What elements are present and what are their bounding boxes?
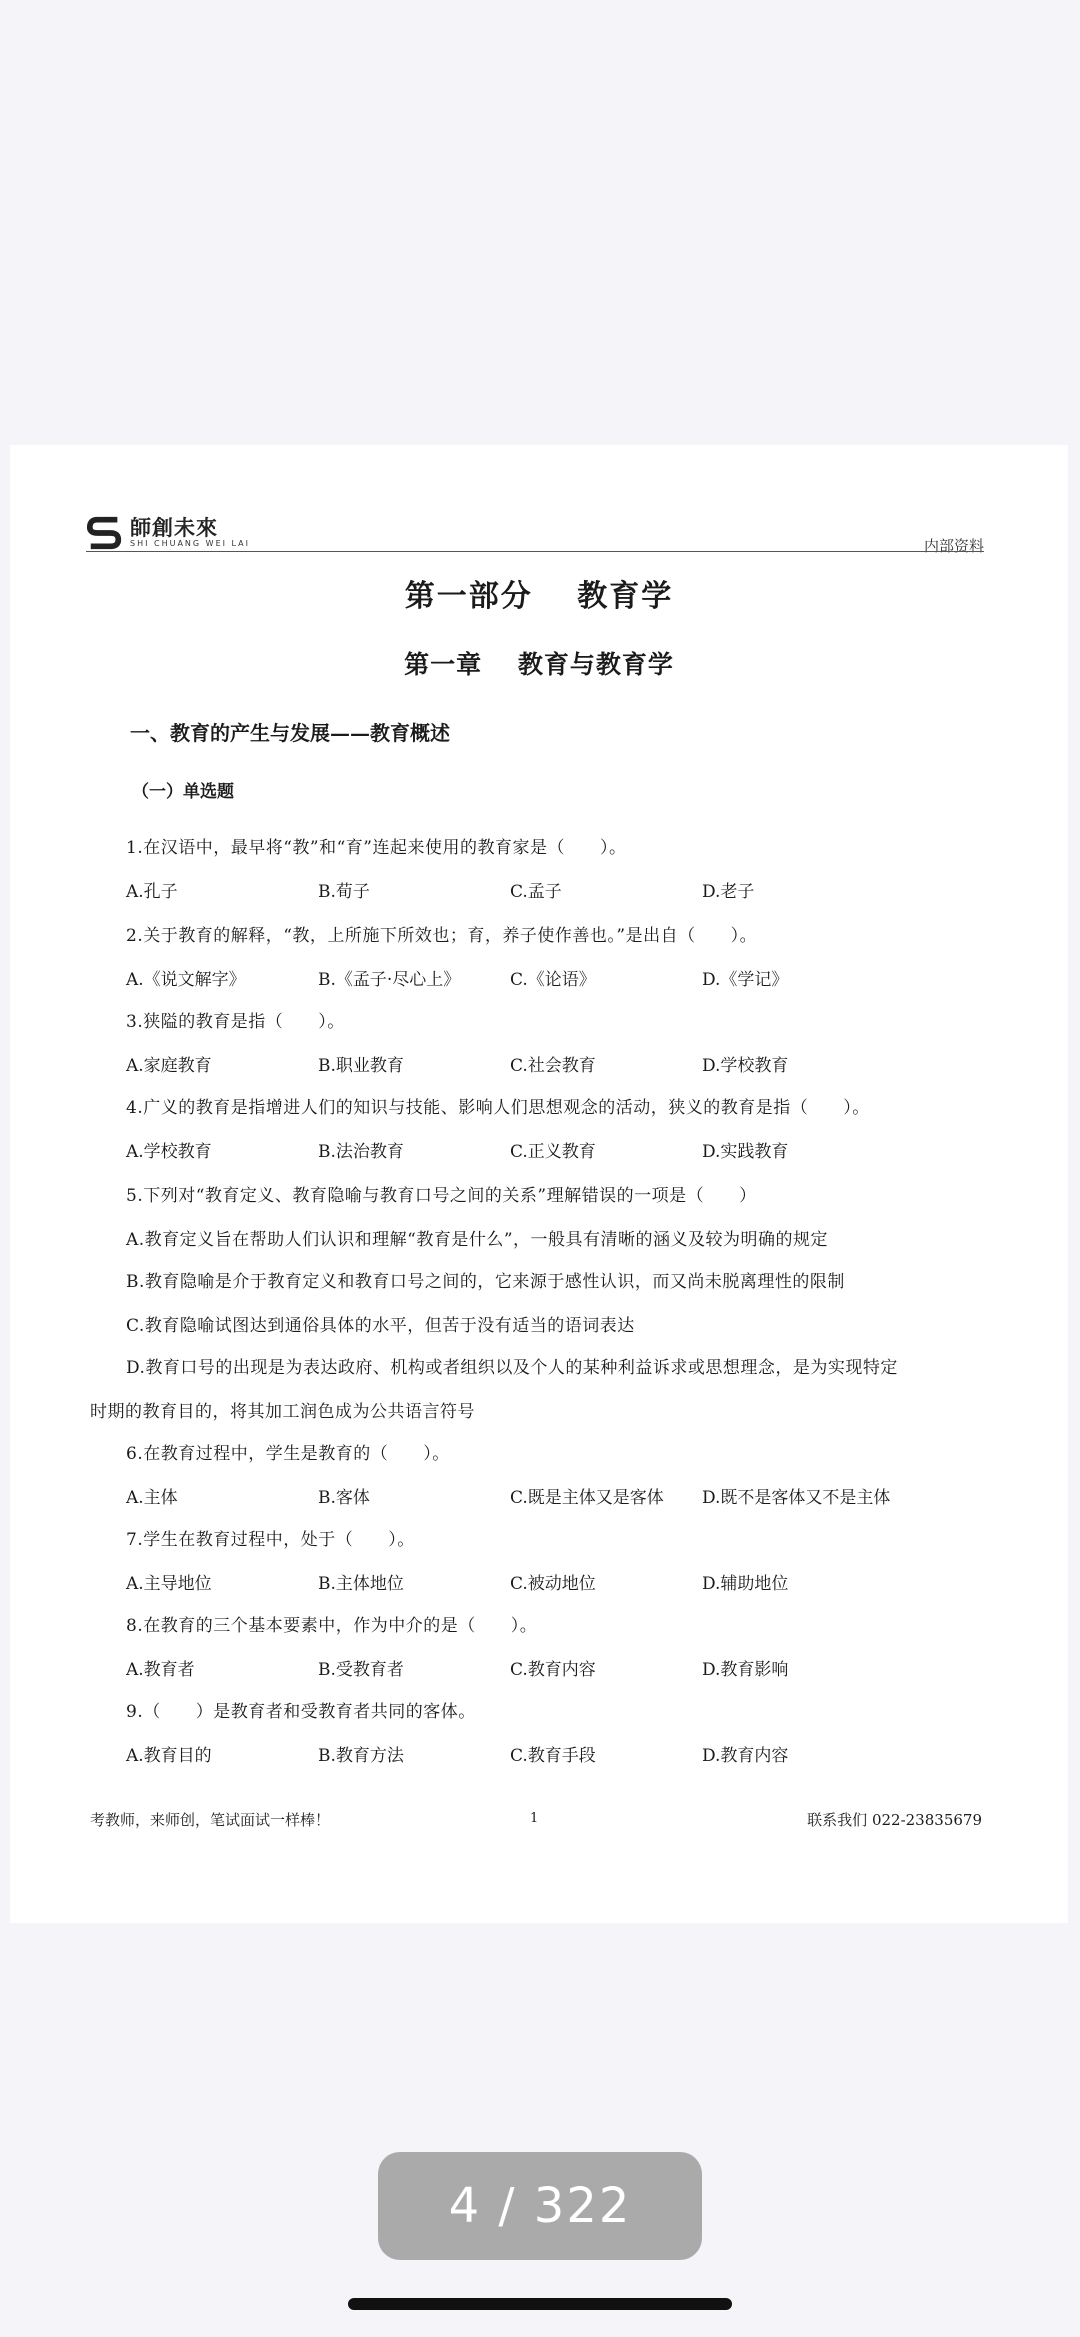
q4-option-a: A.学校教育 [126,1142,212,1162]
q9-option-d: D.教育内容 [702,1746,789,1766]
logo-chinese-text: 師創未來 [130,516,218,540]
q7-option-b: B.主体地位 [318,1574,404,1594]
question-4: 4.广义的教育是指增进人们的知识与技能、影响人们思想观念的活动，狭义的教育是指（ ）。 [126,1098,870,1118]
q6-option-b: B.客体 [318,1488,370,1508]
q4-option-b: B.法治教育 [318,1142,404,1162]
q1-option-d: D.老子 [702,882,755,902]
q6-option-d: D.既不是客体又不是主体 [702,1488,891,1508]
q9-option-b: B.教育方法 [318,1746,404,1766]
q5-option-d: D.教育口号的出现是为表达政府、机构或者组织以及个人的某种利益诉求或思想理念，是为实现特定 [126,1358,898,1378]
question-5: 5.下列对“教育定义、教育隐喻与教育口号之间的关系”理解错误的一项是（ ） [126,1186,757,1206]
header-divider [86,551,984,552]
q1-option-a: A.孔子 [126,882,178,902]
question-2: 2.关于教育的解释，“教，上所施下所效也；育，养子使作善也。”是出自（ ）。 [126,926,758,946]
q4-option-c: C.正义教育 [510,1142,596,1162]
q1-option-b: B.荀子 [318,882,370,902]
q2-option-a: A.《说文解字》 [126,970,246,990]
q8-option-d: D.教育影响 [702,1660,789,1680]
q2-option-c: C.《论语》 [510,970,596,990]
q2-option-b: B.《孟子·尽心上》 [318,970,461,990]
q5-option-a: A.教育定义旨在帮助人们认识和理解“教育是什么”，一般具有清晰的涵义及较为明确的规定 [126,1230,829,1250]
q4-option-d: D.实践教育 [702,1142,789,1162]
q3-option-a: A.家庭教育 [126,1056,212,1076]
q6-option-a: A.主体 [126,1488,178,1508]
q7-option-d: D.辅助地位 [702,1574,789,1594]
internal-material-label: 内部资料 [923,537,984,555]
q7-option-a: A.主导地位 [126,1574,212,1594]
q2-option-d: D.《学记》 [702,970,789,990]
q9-option-a: A.教育目的 [126,1746,212,1766]
q5-option-d-continued: 时期的教育目的，将其加工润色成为公共语言符号 [90,1402,475,1422]
home-indicator-bar[interactable] [348,2298,732,2310]
footer-contact: 联系我们 022-23835679 [807,1811,982,1829]
question-3: 3.狭隘的教育是指（ ）。 [126,1012,345,1032]
subsection-title: （一）单选题 [132,782,234,802]
q9-option-c: C.教育手段 [510,1746,596,1766]
footer-slogan: 考教师，来师创，笔试面试一样棒！ [90,1811,331,1829]
q8-option-c: C.教育内容 [510,1660,596,1680]
logo-s-icon [86,513,124,553]
q6-option-c: C.既是主体又是客体 [510,1488,664,1508]
q3-option-d: D.学校教育 [702,1056,789,1076]
question-8: 8.在教育的三个基本要素中，作为中介的是（ ）。 [126,1616,538,1636]
q8-option-b: B.受教育者 [318,1660,404,1680]
document-page [10,445,1068,1923]
part-title: 第一部分 教育学 [404,579,674,614]
q3-option-b: B.职业教育 [318,1056,404,1076]
q3-option-c: C.社会教育 [510,1056,596,1076]
question-6: 6.在教育过程中，学生是教育的（ ）。 [126,1444,450,1464]
question-9: 9.（ ）是教育者和受教育者共同的客体。 [126,1702,476,1722]
q8-option-a: A.教育者 [126,1660,195,1680]
question-1: 1.在汉语中，最早将“教”和“育”连起来使用的教育家是（ ）。 [126,838,627,858]
q5-option-b: B.教育隐喻是介于教育定义和教育口号之间的，它来源于感性认识，而又尚未脱离理性的限制 [126,1272,845,1292]
section-title: 一、教育的产生与发展——教育概述 [130,721,450,745]
q7-option-c: C.被动地位 [510,1574,596,1594]
page-indicator[interactable]: 4 / 322 [378,2152,702,2260]
q5-option-c: C.教育隐喻试图达到通俗具体的水平，但苦于没有适当的语词表达 [126,1316,635,1336]
footer-page-number: 1 [530,1811,539,1826]
chapter-title: 第一章 教育与教育学 [404,650,674,679]
logo [86,511,250,555]
question-7: 7.学生在教育过程中，处于（ ）。 [126,1530,415,1550]
logo-english-text: SHI CHUANG WEI LAI [130,539,250,548]
q1-option-c: C.孟子 [510,882,562,902]
